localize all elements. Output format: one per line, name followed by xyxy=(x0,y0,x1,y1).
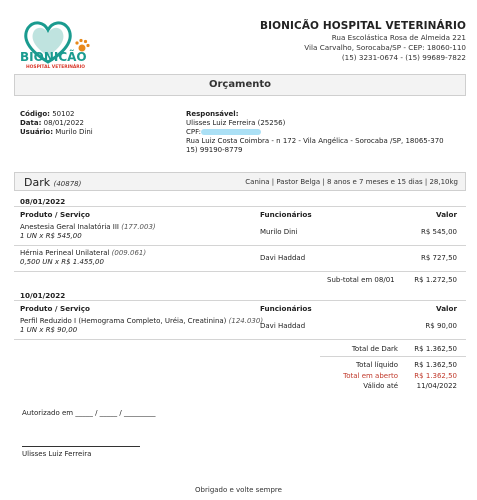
document-title: Orçamento xyxy=(14,74,466,96)
responsible-info xyxy=(186,110,444,155)
item-name: Anestesia Geral Inalatória III xyxy=(20,223,119,231)
totals-divider xyxy=(320,356,466,357)
item-name: Hérnia Perineal Unilateral xyxy=(20,249,110,257)
user-label: Usuário: xyxy=(20,128,54,136)
item-value: R$ 90,00 xyxy=(425,322,457,330)
list-item xyxy=(20,317,263,335)
item-code: (124.030) xyxy=(228,317,264,325)
item-value: R$ 727,50 xyxy=(420,254,457,262)
patient-description: Canina | Pastor Belga | 8 anos e 7 meses e 15 dias | 28,10kg xyxy=(245,178,458,186)
divider xyxy=(14,206,466,207)
clinic-info xyxy=(260,20,466,63)
open-total-value: R$ 1.362,50 xyxy=(414,372,457,380)
clinic-address-1: Rua Escolástica Rosa de Almeida 221 xyxy=(331,33,466,42)
col-value: Valor xyxy=(436,210,457,219)
cpf-redacted xyxy=(201,129,261,135)
net-total-label: Total líquido xyxy=(355,361,398,369)
responsible-label: Responsável: xyxy=(186,110,239,118)
divider xyxy=(14,339,466,340)
col-employees: Funcionários xyxy=(260,304,312,313)
total-patient-label: Total de Dark xyxy=(351,345,398,353)
list-item xyxy=(20,223,156,241)
total-patient-value: R$ 1.362,50 xyxy=(414,345,457,353)
open-total-label: Total em aberto xyxy=(343,372,398,380)
responsible-name: Ulisses Luiz Ferreira (25256) xyxy=(186,119,286,127)
paw-icon-toe-1 xyxy=(75,41,78,44)
divider xyxy=(14,300,466,301)
net-total-value: R$ 1.362,50 xyxy=(414,361,457,369)
item-employee: Murilo Dini xyxy=(260,228,298,236)
responsible-address: Rua Luiz Costa Coimbra - n 172 - Vila Angélica - Sorocaba /SP, 18065-370 xyxy=(186,137,444,145)
valid-until-value: 11/04/2022 xyxy=(416,382,457,390)
logo-subtitle: HOSPITAL VETERINÁRIO xyxy=(26,65,86,70)
paw-icon-toe-4 xyxy=(86,44,89,47)
authorization-line: Autorizado em _____ / _____ / _________ xyxy=(22,409,156,417)
item-value: R$ 545,00 xyxy=(420,228,457,236)
col-employees: Funcionários xyxy=(260,210,312,219)
responsible-phone: 15) 99190-8779 xyxy=(186,146,243,154)
code-value: 50102 xyxy=(52,110,75,118)
paw-icon-toe-3 xyxy=(84,40,87,43)
date-value: 08/01/2022 xyxy=(43,119,84,127)
signature-line xyxy=(22,446,140,447)
cpf-label: CPF: xyxy=(186,128,201,136)
user-value: Murilo Dini xyxy=(55,128,93,136)
divider xyxy=(14,245,466,246)
subtotal-label: Sub-total em 08/01 xyxy=(327,276,395,284)
signer-name: Ulisses Luiz Ferreira xyxy=(22,450,92,458)
item-qty: 0,500 UN x R$ 1.455,00 xyxy=(20,258,104,266)
patient-name-block xyxy=(24,176,81,189)
item-name: Perfil Reduzido I (Hemograma Completo, Uréia, Creatinina) xyxy=(20,317,227,325)
date-label: Data: xyxy=(20,119,42,127)
item-qty: 1 UN x R$ 545,00 xyxy=(20,232,82,240)
col-product: Produto / Serviço xyxy=(20,304,90,313)
patient-name: Dark xyxy=(24,176,51,189)
subtotal-value: R$ 1.272,50 xyxy=(414,276,457,284)
item-code: (177.003) xyxy=(121,223,156,231)
clinic-phones: (15) 3231-0674 - (15) 99689-7822 xyxy=(341,53,466,62)
valid-until-label: Válido até xyxy=(363,382,398,390)
paw-icon-toe-2 xyxy=(79,39,82,42)
item-employee: Davi Haddad xyxy=(260,254,306,262)
clinic-name: BIONICÃO HOSPITAL VETERINÁRIO xyxy=(260,20,466,32)
col-product: Produto / Serviço xyxy=(20,210,90,219)
item-qty: 1 UN x R$ 90,00 xyxy=(20,326,78,334)
document-header xyxy=(14,10,466,70)
clinic-address-2: Vila Carvalho, Sorocaba/SP - CEP: 18060-110 xyxy=(304,43,466,52)
bionicao-logo xyxy=(18,18,96,70)
logo-wordmark: BIONICÃO xyxy=(20,50,87,64)
item-employee: Davi Haddad xyxy=(260,322,306,330)
code-label: Código: xyxy=(20,110,50,118)
group-date: 10/01/2022 xyxy=(20,291,66,300)
group-date: 08/01/2022 xyxy=(20,197,66,206)
col-value: Valor xyxy=(436,304,457,313)
thanks-message: Obrigado e volte sempre xyxy=(195,486,282,494)
budget-info xyxy=(20,110,93,137)
list-item xyxy=(20,249,146,267)
item-code: (009.061) xyxy=(111,249,147,257)
divider xyxy=(14,271,466,272)
patient-bar xyxy=(14,172,466,191)
patient-code: (40878) xyxy=(53,180,82,188)
